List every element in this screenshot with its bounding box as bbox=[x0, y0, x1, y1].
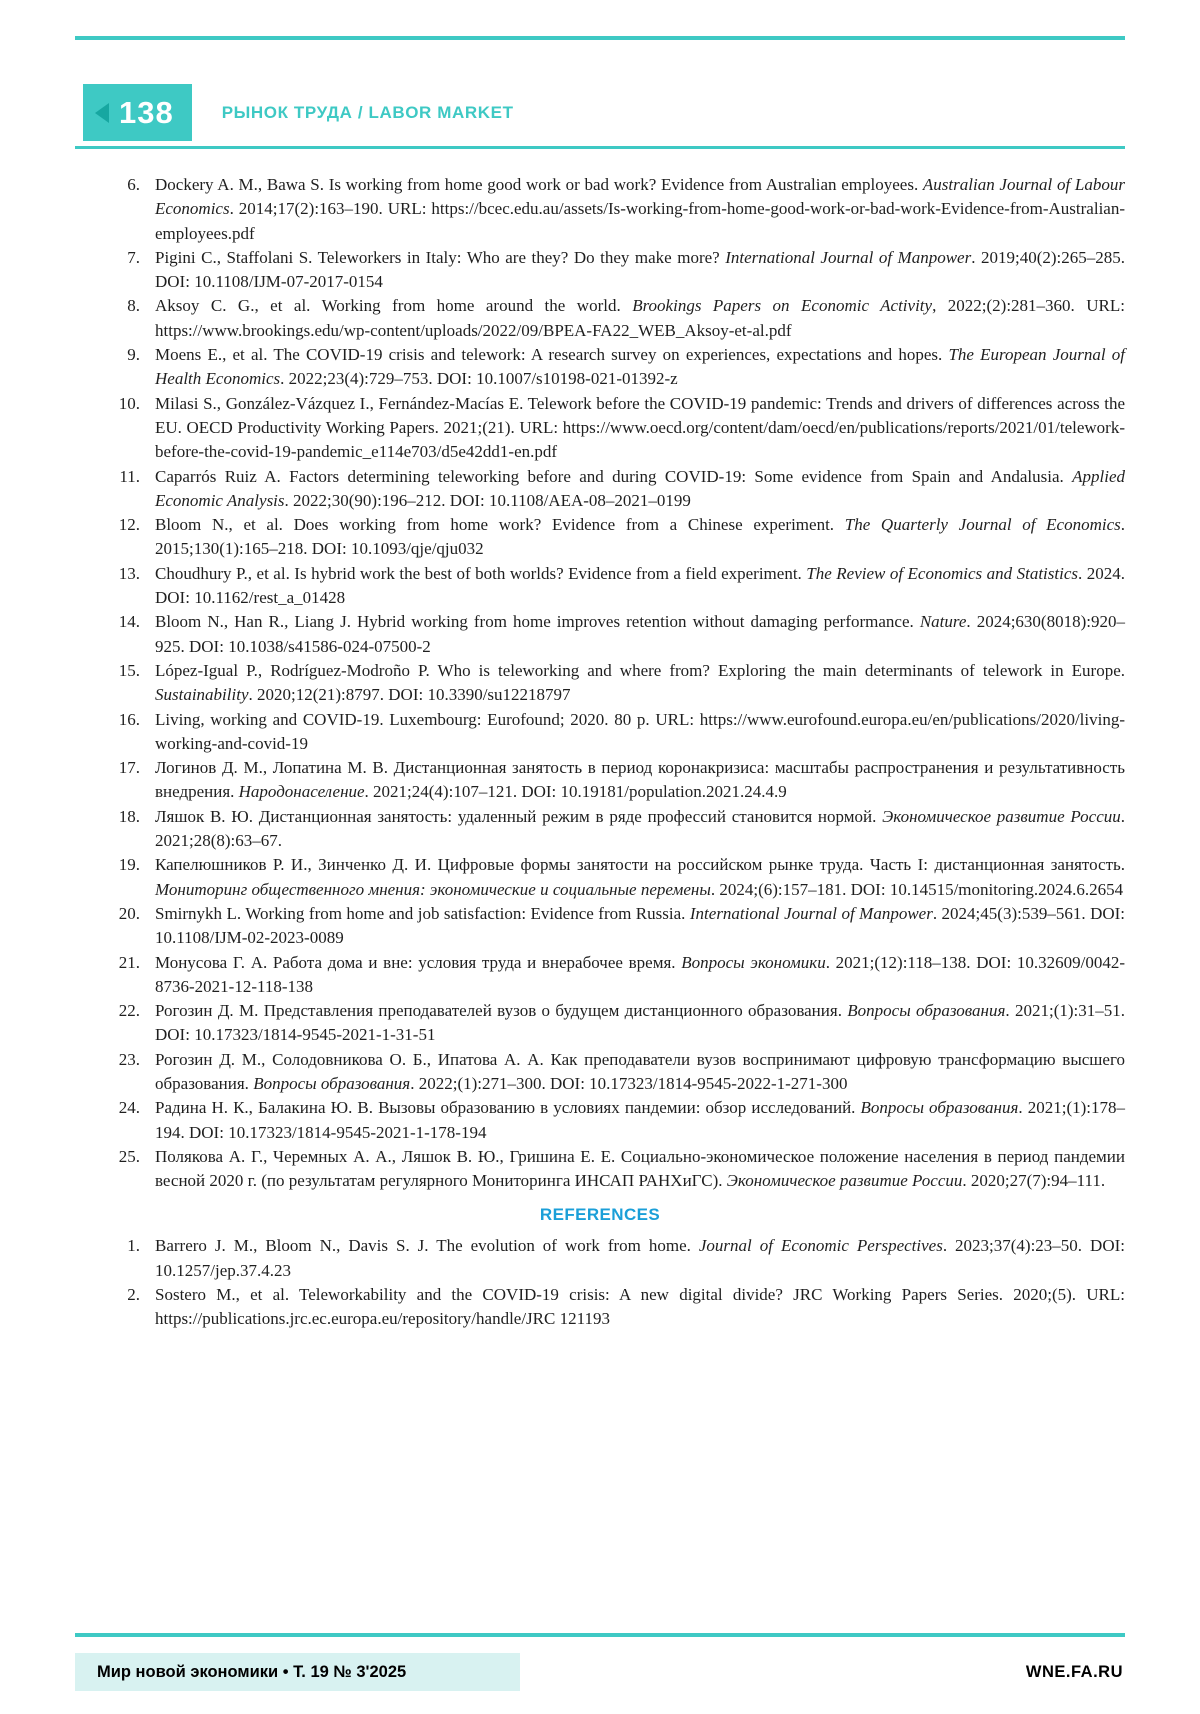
reference-item bbox=[75, 1048, 1125, 1097]
references-heading: REFERENCES bbox=[539, 1205, 661, 1225]
reference-number: 15. bbox=[118, 660, 140, 680]
reference-item bbox=[75, 343, 1125, 392]
reference-item bbox=[75, 610, 1125, 659]
reference-item bbox=[75, 1096, 1125, 1145]
reference-number: 7. bbox=[127, 247, 140, 267]
reference-text: Монусова Г. А. Работа дома и вне: условия труда и внерабочее время. Вопросы экономики. 2021;(12):118–138. DOI: 10.32609/0042-8736-2021-12-118-138 bbox=[155, 952, 1125, 996]
reference-item bbox=[75, 246, 1125, 295]
page-number-badge bbox=[83, 84, 192, 141]
reference-text: Логинов Д. М., Лопатина М. В. Дистанционная занятость в период коронакризиса: масштабы распространения и результативность внедрения. Народонаселение. 2021;24(4):107–121. DOI: 10.19181/population.2021.24.4.9 bbox=[155, 758, 1125, 802]
references-list-russian bbox=[75, 173, 1125, 1193]
section-title: РЫНОК ТРУДА / LABOR MARKET bbox=[221, 102, 514, 122]
reference-number: 11. bbox=[119, 466, 140, 486]
reference-number: 21. bbox=[118, 952, 140, 972]
page-content bbox=[75, 173, 1125, 1332]
page-footer bbox=[75, 1653, 1125, 1691]
journal-website: WNE.FA.RU bbox=[1025, 1662, 1123, 1681]
reference-item bbox=[75, 1283, 1125, 1332]
reference-number: 2. bbox=[127, 1285, 140, 1305]
reference-text: Ляшок В. Ю. Дистанционная занятость: удаленный режим в ряде профессий становится нормой. Экономическое развитие России. 2021;28(8):63–67. bbox=[155, 806, 1126, 851]
reference-item bbox=[75, 805, 1125, 854]
reference-number: 12. bbox=[118, 515, 140, 535]
reference-number: 10. bbox=[118, 393, 140, 413]
reference-number: 18. bbox=[118, 806, 140, 826]
reference-item bbox=[75, 1234, 1125, 1283]
reference-number: 13. bbox=[118, 563, 140, 583]
reference-item bbox=[75, 392, 1125, 465]
reference-text: Полякова А. Г., Черемных А. А., Ляшок В. Ю., Гришина Е. Е. Социально-экономическое положение населения в период пандемии весной 2020 г. (по результатам регулярного Мониторинга ИНСАП РАНХиГС). Экономическое развитие России. 2020;27(7):94–111. bbox=[155, 1146, 1125, 1191]
reference-text: Рогозин Д. М., Солодовникова О. Б., Ипатова А. А. Как преподаватели вузов воспринимают цифровую трансформацию высшего образования. Вопросы образования. 2022;(1):271–300. DOI: 10.17323/1814-9545-2022-1-271-300 bbox=[155, 1049, 1125, 1093]
left-arrow-icon bbox=[95, 103, 109, 123]
reference-item bbox=[75, 999, 1125, 1048]
reference-text: Moens E., et al. The COVID-19 crisis and telework: A research survey on experiences, expectations and hopes. The European Journal of Health Economics. 2022;23(4):729–753. DOI: 10.1007/s10198-021-01392-z bbox=[155, 345, 1125, 389]
top-divider bbox=[75, 36, 1125, 40]
reference-text: Sostero M., et al. Teleworkability and the COVID-19 crisis: A new digital divide? JRC Working Papers Series. 2020;(5). URL: https://publications.jrc.ec.europa.eu/repository/handle/JRC 121193 bbox=[155, 1285, 1125, 1329]
reference-text: Pigini C., Staffolani S. Teleworkers in Italy: Who are they? Do they make more? International Journal of Manpower. 2019;40(2):265–285. DOI: 10.1108/IJM-07-2017-0154 bbox=[155, 247, 1125, 292]
journal-issue-info: Мир новой экономики • Т. 19 № 3'2025 bbox=[75, 1653, 520, 1691]
reference-text: Рогозин Д. М. Представления преподавателей вузов о будущем дистанционного образования. Вопросы образования. 2021;(1):31–51. DOI: 10.17323/1814-9545-2021-1-31-51 bbox=[155, 1001, 1125, 1045]
header-divider bbox=[75, 146, 1125, 149]
reference-number: 1. bbox=[127, 1236, 140, 1256]
reference-number: 6. bbox=[127, 175, 140, 194]
reference-text: Aksoy C. G., et al. Working from home around the world. Brookings Papers on Economic Activity, 2022;(2):281–360. URL: https://www.brookings.edu/wp-content/uploads/2022/09/BPEA-FA22_WEB_Aksoy-et-al.pdf bbox=[155, 296, 1125, 340]
reference-number: 17. bbox=[118, 758, 140, 778]
reference-text: Bloom N., et al. Does working from home work? Evidence from a Chinese experiment. The Quarterly Journal of Economics. 2015;130(1):165–218. DOI: 10.1093/qje/qju032 bbox=[155, 515, 1125, 559]
reference-text: Радина Н. К., Балакина Ю. В. Вызовы образованию в условиях пандемии: обзор исследований. Вопросы образования. 2021;(1):178–194. DOI: 10.17323/1814-9545-2021-1-178-194 bbox=[155, 1098, 1125, 1142]
reference-item bbox=[75, 1145, 1125, 1194]
reference-item bbox=[75, 465, 1125, 514]
reference-text: Капелюшников Р. И., Зинченко Д. И. Цифровые формы занятости на российском рынке труда. Часть I: дистанционная занятость. Мониторинг общественного мнения: экономические и социальные перемены. 2024;(6):157–181. DOI: 10.14515/monitoring.2024.6.2654 bbox=[155, 855, 1125, 899]
reference-item bbox=[75, 513, 1125, 562]
reference-text: Milasi S., González-Vázquez I., Fernández-Macías E. Telework before the COVID-19 pandemic: Trends and drivers of differences across the EU. OECD Productivity Working Papers. 2021;(21). URL: https://www.oecd.org/content/dam/oecd/en/publications/reports/2021/01/telework-before-the-covid-19-pandemic_e114e703/d5e42dd1-en.pdf bbox=[155, 393, 1125, 462]
reference-item bbox=[75, 173, 1125, 246]
reference-item bbox=[75, 756, 1125, 805]
page-header bbox=[83, 84, 1125, 141]
reference-item bbox=[75, 708, 1125, 757]
references-list-english bbox=[75, 1234, 1125, 1331]
reference-text: Caparrós Ruiz A. Factors determining teleworking before and during COVID-19: Some evidence from Spain and Andalusia. Applied Economic Analysis. 2022;30(90):196–212. DOI: 10.1108/AEA-08–2021–0199 bbox=[155, 466, 1125, 510]
reference-number: 22. bbox=[118, 1001, 140, 1021]
reference-number: 14. bbox=[118, 612, 140, 632]
reference-number: 23. bbox=[118, 1049, 140, 1069]
reference-number: 20. bbox=[118, 903, 140, 923]
reference-item bbox=[75, 853, 1125, 902]
reference-number: 8. bbox=[127, 296, 140, 316]
reference-text: Bloom N., Han R., Liang J. Hybrid working from home improves retention without damaging performance. Nature. 2024;630(8018):920–925. DOI: 10.1038/s41586-024-07500-2 bbox=[155, 612, 1125, 656]
page-number: 138 bbox=[119, 94, 174, 130]
reference-number: 24. bbox=[118, 1098, 140, 1118]
reference-number: 16. bbox=[118, 709, 140, 729]
reference-text: Dockery A. M., Bawa S. Is working from home good work or bad work? Evidence from Australian employees. Australian Journal of Labour Economics. 2014;17(2):163–190. URL: https://bcec.edu.au/assets/Is-working-from-home-good-work-or-bad-work-Evidence-from-Australian-employees.pdf bbox=[155, 175, 1125, 243]
reference-text: Choudhury P., et al. Is hybrid work the best of both worlds? Evidence from a field experiment. The Review of Economics and Statistics. 2024. DOI: 10.1162/rest_a_01428 bbox=[155, 563, 1125, 608]
footer-divider bbox=[75, 1633, 1125, 1637]
reference-item bbox=[75, 902, 1125, 951]
reference-item bbox=[75, 562, 1125, 611]
reference-number: 9. bbox=[127, 345, 140, 365]
reference-item bbox=[75, 659, 1125, 708]
reference-text: Smirnykh L. Working from home and job satisfaction: Evidence from Russia. International Journal of Manpower. 2024;45(3):539–561. DOI: 10.1108/IJM-02-2023-0089 bbox=[155, 903, 1126, 948]
reference-text: Living, working and COVID-19. Luxembourg: Eurofound; 2020. 80 p. URL: https://www.eurofound.europa.eu/en/publications/2020/living-working-and-covid-19 bbox=[155, 709, 1125, 753]
reference-text: Barrero J. M., Bloom N., Davis S. J. The evolution of work from home. Journal of Economic Perspectives. 2023;37(4):23–50. DOI: 10.1257/jep.37.4.23 bbox=[155, 1236, 1125, 1280]
reference-number: 19. bbox=[118, 855, 140, 875]
reference-item bbox=[75, 294, 1125, 343]
reference-text: López-Igual P., Rodríguez-Modroño P. Who is teleworking and where from? Exploring the main determinants of telework in Europe. Sustainability. 2020;12(21):8797. DOI: 10.3390/su12218797 bbox=[155, 660, 1125, 705]
reference-number: 25. bbox=[118, 1146, 140, 1166]
reference-item bbox=[75, 951, 1125, 1000]
